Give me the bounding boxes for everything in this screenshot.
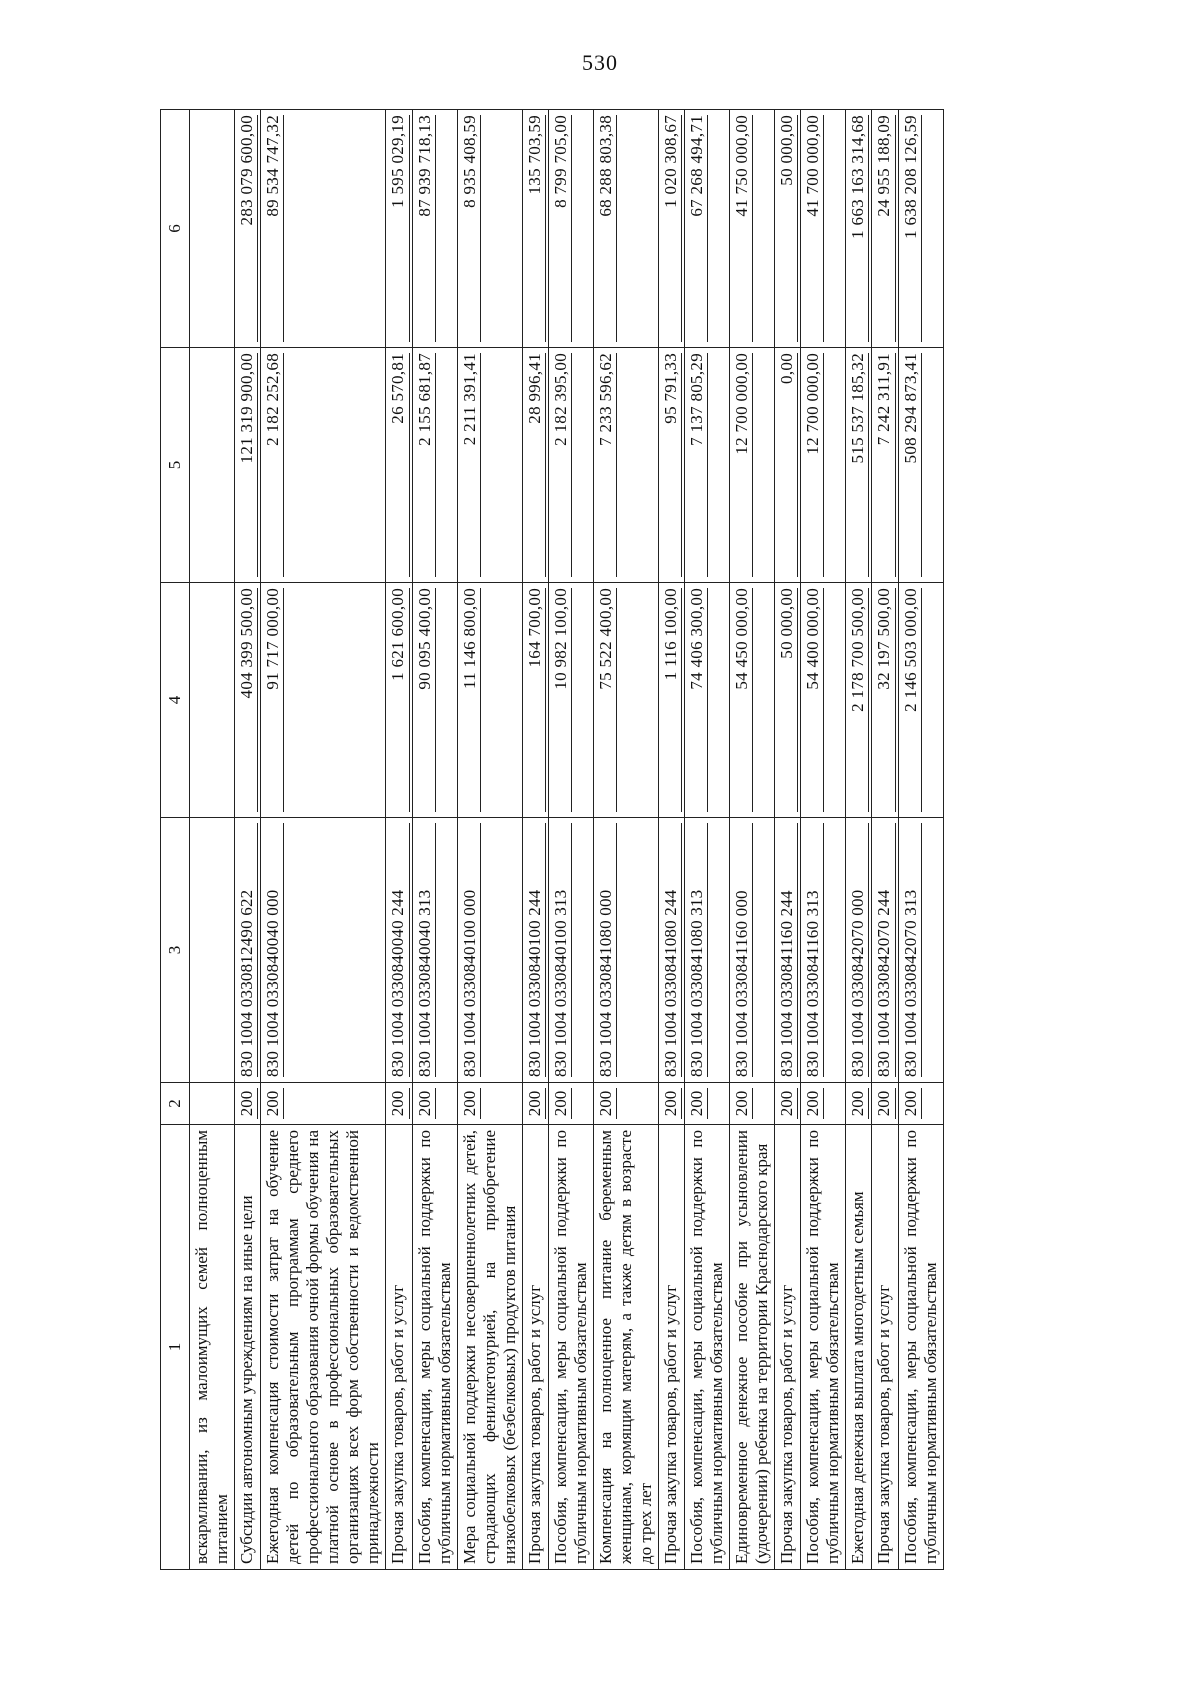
row-col5-value-text: 508 294 873,41 (901, 353, 922, 577)
row-col6-value (846, 110, 872, 348)
row-col5-value (457, 348, 522, 583)
row-code-cell-text: 200 (263, 1088, 284, 1119)
row-code-cell (593, 1083, 658, 1125)
row-code-cell (801, 1083, 846, 1125)
row-col5-value (659, 348, 685, 583)
row-kbk-cell (190, 818, 235, 1083)
row-code-cell-text: 200 (901, 1088, 922, 1119)
row-name-cell (548, 1125, 593, 1570)
row-col4-value-text: 2 178 700 500,00 (848, 588, 869, 812)
row-name-cell (261, 1125, 386, 1570)
row-col6-value-text: 67 268 494,71 (687, 115, 708, 342)
row-code-cell (522, 1083, 548, 1125)
row-code-cell (261, 1083, 386, 1125)
row-col6-value (872, 110, 898, 348)
row-col6-value-text: 68 288 803,38 (596, 115, 617, 342)
row-name-cell-text: Компенсация на полноценное питание беременным женщинам, кормящим матерям, а также детям в возрасте до трех лет (595, 1130, 655, 1564)
row-col6-value-text: 87 939 718,13 (415, 115, 436, 342)
row-code-cell (659, 1083, 685, 1125)
row-kbk-cell (801, 818, 846, 1083)
row-name-cell (872, 1125, 898, 1570)
rotated-table-wrapper (160, 110, 1060, 1570)
row-col6-value (730, 110, 775, 348)
row-kbk-cell (898, 818, 943, 1083)
row-col4-value (190, 583, 235, 818)
row-kbk-cell (775, 818, 801, 1083)
row-col6-value (261, 110, 386, 348)
row-code-cell (872, 1083, 898, 1125)
table-row (775, 110, 801, 1570)
row-code-cell-text: 200 (848, 1088, 869, 1119)
row-code-cell (386, 1083, 412, 1125)
row-col4-value-text: 91 717 000,00 (263, 588, 284, 812)
row-code-cell (457, 1083, 522, 1125)
row-name-cell (457, 1125, 522, 1570)
row-name-cell (730, 1125, 775, 1570)
row-col5-value-text: 2 211 391,41 (460, 353, 481, 577)
row-kbk-cell-text: 830 1004 0330841160 244 (777, 823, 798, 1077)
row-col4-value-text: 2 146 503 000,00 (901, 588, 922, 812)
table-row (801, 110, 846, 1570)
table-row (730, 110, 775, 1570)
row-col6-value-text: 283 079 600,00 (237, 115, 258, 342)
row-code-cell-text: 200 (803, 1088, 824, 1119)
row-col6-value-text: 89 534 747,32 (263, 115, 284, 342)
row-col6-value-text: 1 020 308,67 (661, 115, 682, 342)
row-kbk-cell-text: 830 1004 0330842070 244 (874, 823, 895, 1077)
row-name-cell-text: Субсидии автономным учреждениям на иные цели (237, 1195, 257, 1564)
row-col4-value-text: 404 399 500,00 (237, 588, 258, 812)
row-name-cell-text: Пособия, компенсации, меры социальной поддержки по публичным нормативным обязательствам (414, 1130, 454, 1564)
row-kbk-cell (846, 818, 872, 1083)
row-col5-value (235, 348, 261, 583)
row-kbk-cell-text: 830 1004 0330812490 622 (237, 823, 258, 1077)
row-col4-value (659, 583, 685, 818)
row-col4-value (801, 583, 846, 818)
header-col-5: 5 (161, 348, 190, 583)
table-row (412, 110, 457, 1570)
row-col4-value (872, 583, 898, 818)
row-col5-value (801, 348, 846, 583)
row-col4-value-text: 11 146 800,00 (460, 588, 481, 812)
row-col4-value (457, 583, 522, 818)
row-col4-value (730, 583, 775, 818)
row-col6-value-text: 8 935 408,59 (460, 115, 481, 342)
row-col4-value (593, 583, 658, 818)
row-col5-value (593, 348, 658, 583)
header-col-6: 6 (161, 110, 190, 348)
row-kbk-cell (412, 818, 457, 1083)
row-name-cell-text: Ежегодная денежная выплата многодетным семьям (848, 1191, 868, 1564)
row-col5-value (872, 348, 898, 583)
row-name-cell-text: вскармливании, из малоимущих семей полноценным питанием (192, 1130, 232, 1564)
row-col5-value (412, 348, 457, 583)
table-row (659, 110, 685, 1570)
row-col6-value (685, 110, 730, 348)
row-code-cell (190, 1083, 235, 1125)
row-col4-value-text: 74 406 300,00 (687, 588, 708, 812)
row-name-cell (522, 1125, 548, 1570)
row-code-cell-text: 200 (388, 1088, 409, 1119)
row-col6-value (457, 110, 522, 348)
row-kbk-cell-text: 830 1004 0330841080 244 (661, 823, 682, 1077)
row-code-cell (412, 1083, 457, 1125)
row-code-cell-text: 200 (596, 1088, 617, 1119)
row-kbk-cell (522, 818, 548, 1083)
row-col4-value (386, 583, 412, 818)
row-name-cell-text: Прочая закупка товаров, работ и услуг (524, 1284, 544, 1564)
row-col5-value-text: 515 537 185,32 (848, 353, 869, 577)
row-kbk-cell-text: 830 1004 0330841080 000 (596, 823, 617, 1077)
row-col5-value-text: 2 182 395,00 (551, 353, 572, 577)
row-col6-value (898, 110, 943, 348)
table-row (261, 110, 386, 1570)
row-col5-value (548, 348, 593, 583)
row-kbk-cell (659, 818, 685, 1083)
row-col5-value-text: 26 570,81 (388, 353, 409, 577)
row-col4-value (412, 583, 457, 818)
row-col5-value-text: 0,00 (777, 353, 798, 577)
row-kbk-cell-text: 830 1004 0330840040 244 (388, 823, 409, 1077)
row-col5-value-text: 12 700 000,00 (732, 353, 753, 577)
row-col4-value-text: 32 197 500,00 (874, 588, 895, 812)
row-name-cell (659, 1125, 685, 1570)
row-kbk-cell-text: 830 1004 0330841160 000 (732, 823, 753, 1077)
row-kbk-cell-text: 830 1004 0330840040 313 (415, 823, 436, 1077)
row-col5-value (898, 348, 943, 583)
row-code-cell-text: 200 (874, 1088, 895, 1119)
row-col6-value (801, 110, 846, 348)
row-col4-value (846, 583, 872, 818)
row-name-cell (846, 1125, 872, 1570)
row-name-cell-text: Пособия, компенсации, меры социальной поддержки по публичным нормативным обязательствам (687, 1130, 727, 1564)
row-name-cell-text: Пособия, компенсации, меры социальной поддержки по публичным нормативным обязательствам (550, 1130, 590, 1564)
row-code-cell-text: 200 (661, 1088, 682, 1119)
row-col5-value (386, 348, 412, 583)
row-name-cell-text: Прочая закупка товаров, работ и услуг (777, 1284, 797, 1564)
row-kbk-cell (235, 818, 261, 1083)
row-code-cell-text: 200 (551, 1088, 572, 1119)
row-col6-value-text: 1 638 208 126,59 (901, 115, 922, 342)
row-col4-value (898, 583, 943, 818)
row-code-cell-text: 200 (687, 1088, 708, 1119)
row-col6-value-text: 135 703,59 (525, 115, 546, 342)
row-kbk-cell (730, 818, 775, 1083)
row-col5-value-text: 121 319 900,00 (237, 353, 258, 577)
table-row (235, 110, 261, 1570)
header-col-4: 4 (161, 583, 190, 818)
table-row (593, 110, 658, 1570)
row-col6-value (412, 110, 457, 348)
row-code-cell (548, 1083, 593, 1125)
row-kbk-cell (593, 818, 658, 1083)
row-col6-value (659, 110, 685, 348)
row-col5-value (730, 348, 775, 583)
row-col6-value (190, 110, 235, 348)
row-col5-value (190, 348, 235, 583)
row-name-cell-text: Пособия, компенсации, меры социальной поддержки по публичным нормативным обязательствам (900, 1130, 940, 1564)
row-kbk-cell (872, 818, 898, 1083)
row-code-cell-text: 200 (732, 1088, 753, 1119)
table-header (161, 110, 190, 1570)
row-code-cell-text: 200 (415, 1088, 436, 1119)
row-kbk-cell-text: 830 1004 0330840100 000 (460, 823, 481, 1077)
row-col5-value-text: 2 182 252,68 (263, 353, 284, 577)
row-col6-value-text: 24 955 188,09 (874, 115, 895, 342)
table-row (846, 110, 872, 1570)
row-col6-value (386, 110, 412, 348)
row-col5-value-text: 7 233 596,62 (596, 353, 617, 577)
row-kbk-cell (261, 818, 386, 1083)
row-col4-value (235, 583, 261, 818)
row-kbk-cell-text: 830 1004 0330841160 313 (803, 823, 824, 1077)
table-row (190, 110, 235, 1570)
row-col5-value-text: 7 137 805,29 (687, 353, 708, 577)
table-row (386, 110, 412, 1570)
row-kbk-cell-text: 830 1004 0330840100 313 (551, 823, 572, 1077)
header-col-3: 3 (161, 818, 190, 1083)
budget-table (160, 109, 944, 1570)
table-row (685, 110, 730, 1570)
row-name-cell-text: Прочая закупка товаров, работ и услуг (874, 1284, 894, 1564)
row-kbk-cell (685, 818, 730, 1083)
row-col4-value-text: 50 000,00 (777, 588, 798, 812)
row-name-cell-text: Прочая закупка товаров, работ и услуг (388, 1284, 408, 1564)
row-col4-value-text: 90 095 400,00 (415, 588, 436, 812)
row-col6-value-text: 1 595 029,19 (388, 115, 409, 342)
table-row (548, 110, 593, 1570)
row-name-cell-text: Пособия, компенсации, меры социальной поддержки по публичным нормативным обязательствам (803, 1130, 843, 1564)
row-col6-value (593, 110, 658, 348)
row-name-cell-text: Мера социальной поддержки несовершеннолетних детей, страдающих фенилкетонурией, на приобретение низкобелковых (безбелковых) продуктов питания (459, 1130, 519, 1564)
row-name-cell (801, 1125, 846, 1570)
row-name-cell (775, 1125, 801, 1570)
row-col6-value-text: 50 000,00 (777, 115, 798, 342)
row-name-cell (386, 1125, 412, 1570)
row-name-cell-text: Единовременное денежное пособие при усыновлении (удочерении) ребенка на территории Краснодарского края (732, 1130, 772, 1564)
row-code-cell-text: 200 (237, 1088, 258, 1119)
row-col5-value-text: 12 700 000,00 (803, 353, 824, 577)
row-col4-value-text: 10 982 100,00 (551, 588, 572, 812)
row-code-cell (730, 1083, 775, 1125)
row-code-cell-text: 200 (525, 1088, 546, 1119)
row-kbk-cell-text: 830 1004 0330841080 313 (687, 823, 708, 1077)
table-row (457, 110, 522, 1570)
row-name-cell (235, 1125, 261, 1570)
row-name-cell-text: Прочая закупка товаров, работ и услуг (661, 1284, 681, 1564)
row-col5-value (685, 348, 730, 583)
row-col4-value-text: 54 450 000,00 (732, 588, 753, 812)
row-col4-value (775, 583, 801, 818)
table-body (190, 110, 944, 1570)
row-kbk-cell-text: 830 1004 0330842070 000 (848, 823, 869, 1077)
row-kbk-cell-text: 830 1004 0330840040 000 (263, 823, 284, 1077)
row-code-cell (775, 1083, 801, 1125)
row-col5-value-text: 7 242 311,91 (874, 353, 895, 577)
row-col4-value (522, 583, 548, 818)
row-kbk-cell (457, 818, 522, 1083)
row-kbk-cell-text: 830 1004 0330842070 313 (901, 823, 922, 1077)
row-code-cell-text: 200 (777, 1088, 798, 1119)
row-name-cell-text: Ежегодная компенсация стоимости затрат на обучение детей по образовательным программам среднего профессионального образования очной формы обучения на платной основе в профессиональных образовательных организациях всех форм собственности и ведомственной принадлежности (263, 1130, 383, 1564)
row-code-cell (685, 1083, 730, 1125)
row-name-cell (412, 1125, 457, 1570)
row-col5-value (261, 348, 386, 583)
row-col6-value (775, 110, 801, 348)
row-col4-value (548, 583, 593, 818)
row-col6-value-text: 8 799 705,00 (551, 115, 572, 342)
row-col4-value (685, 583, 730, 818)
row-col6-value-text: 1 663 163 314,68 (848, 115, 869, 342)
row-col6-value-text: 41 750 000,00 (732, 115, 753, 342)
table-row (522, 110, 548, 1570)
row-code-cell (846, 1083, 872, 1125)
row-name-cell (190, 1125, 235, 1570)
header-row (161, 110, 190, 1570)
header-col-1: 1 (161, 1125, 190, 1570)
row-name-cell (593, 1125, 658, 1570)
row-col5-value-text: 28 996,41 (525, 353, 546, 577)
row-kbk-cell (548, 818, 593, 1083)
row-kbk-cell-text: 830 1004 0330840100 244 (525, 823, 546, 1077)
row-col6-value (548, 110, 593, 348)
row-col5-value (846, 348, 872, 583)
row-code-cell-text: 200 (460, 1088, 481, 1119)
row-col6-value (522, 110, 548, 348)
row-col5-value-text: 95 791,33 (661, 353, 682, 577)
row-name-cell (898, 1125, 943, 1570)
row-name-cell (685, 1125, 730, 1570)
row-col4-value-text: 1 116 100,00 (661, 588, 682, 812)
row-col5-value (775, 348, 801, 583)
row-col4-value-text: 1 621 600,00 (388, 588, 409, 812)
row-col5-value-text: 2 155 681,87 (415, 353, 436, 577)
row-code-cell (235, 1083, 261, 1125)
row-col4-value-text: 54 400 000,00 (803, 588, 824, 812)
row-col4-value-text: 164 700,00 (525, 588, 546, 812)
row-kbk-cell (386, 818, 412, 1083)
header-col-2: 2 (161, 1083, 190, 1125)
table-row (872, 110, 898, 1570)
row-col4-value (261, 583, 386, 818)
row-col6-value (235, 110, 261, 348)
row-code-cell (898, 1083, 943, 1125)
table-row (898, 110, 943, 1570)
row-col6-value-text: 41 700 000,00 (803, 115, 824, 342)
row-col4-value-text: 75 522 400,00 (596, 588, 617, 812)
page-number: 530 (582, 50, 618, 75)
row-col5-value (522, 348, 548, 583)
